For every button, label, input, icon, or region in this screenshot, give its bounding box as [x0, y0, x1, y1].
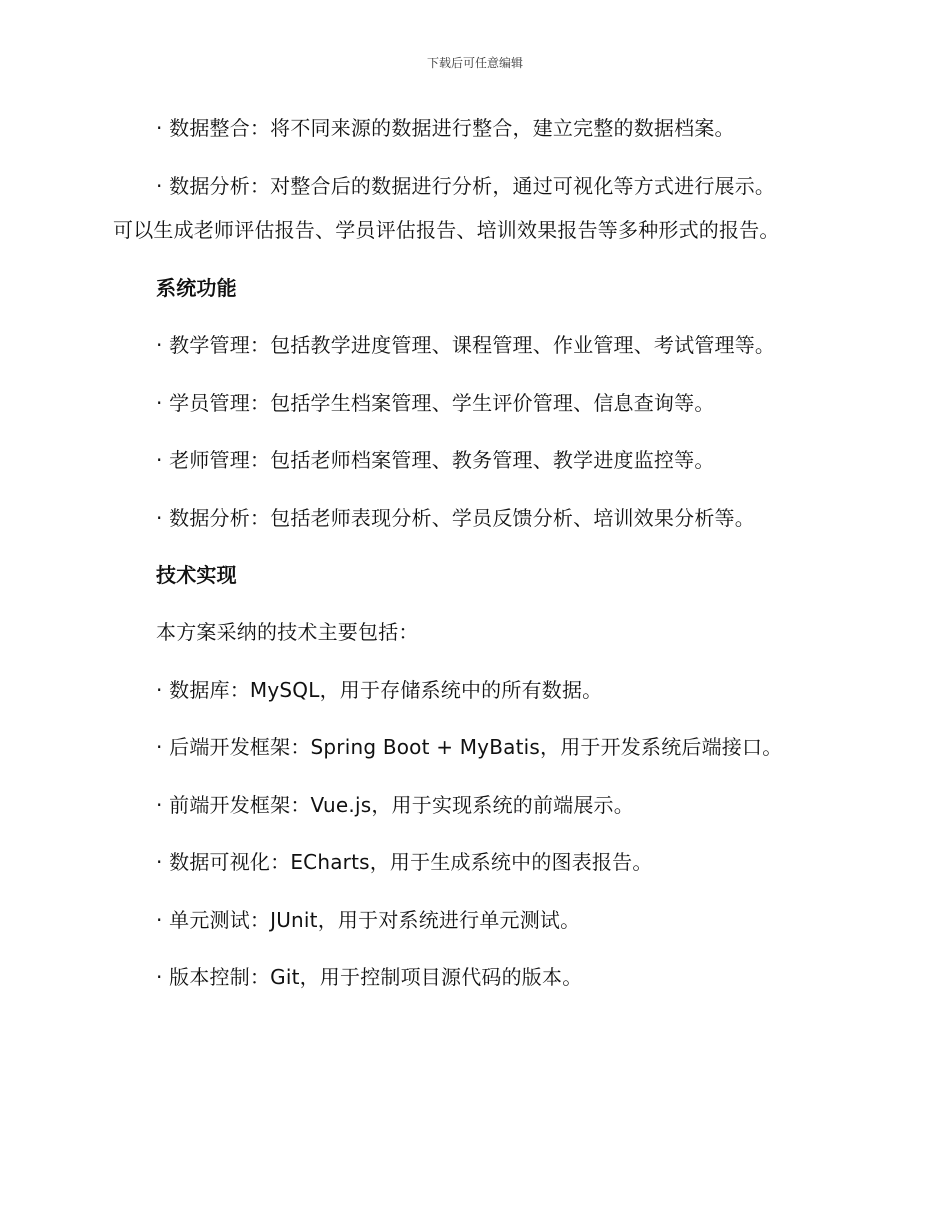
section-heading-tech-implementation: 技术实现: [156, 563, 237, 587]
list-item: · 数据库：MySQL，用于存储系统中的所有数据。: [156, 678, 603, 702]
list-item: · 单元测试：JUnit，用于对系统进行单元测试。: [156, 908, 581, 932]
paragraph-data-integration: · 数据整合：将不同来源的数据进行整合，建立完整的数据档案。: [156, 116, 735, 140]
list-item: · 教学管理：包括教学进度管理、课程管理、作业管理、考试管理等。: [156, 333, 776, 357]
tech-intro: 本方案采纳的技术主要包括：: [156, 620, 419, 644]
list-item: · 版本控制：Git，用于控制项目源代码的版本。: [156, 965, 583, 989]
list-item: · 学员管理：包括学生档案管理、学生评价管理、信息查询等。: [156, 391, 715, 415]
list-item: · 后端开发框架：Spring Boot + MyBatis，用于开发系统后端接口。: [156, 735, 783, 759]
list-item: · 数据可视化：ECharts，用于生成系统中的图表报告。: [156, 850, 653, 874]
list-item: · 老师管理：包括老师档案管理、教务管理、教学进度监控等。: [156, 448, 715, 472]
page-header: 下载后可任意编辑: [426, 56, 523, 70]
paragraph-data-analysis-line2: 可以生成老师评估报告、学员评估报告、培训效果报告等多种形式的报告。: [113, 218, 780, 242]
list-item: · 数据分析：包括老师表现分析、学员反馈分析、培训效果分析等。: [156, 506, 755, 530]
list-item: · 前端开发框架：Vue.js，用于实现系统的前端展示。: [156, 793, 634, 817]
paragraph-data-analysis-line1: · 数据分析：对整合后的数据进行分析，通过可视化等方式进行展示。: [156, 174, 776, 198]
section-heading-system-features: 系统功能: [156, 276, 237, 300]
